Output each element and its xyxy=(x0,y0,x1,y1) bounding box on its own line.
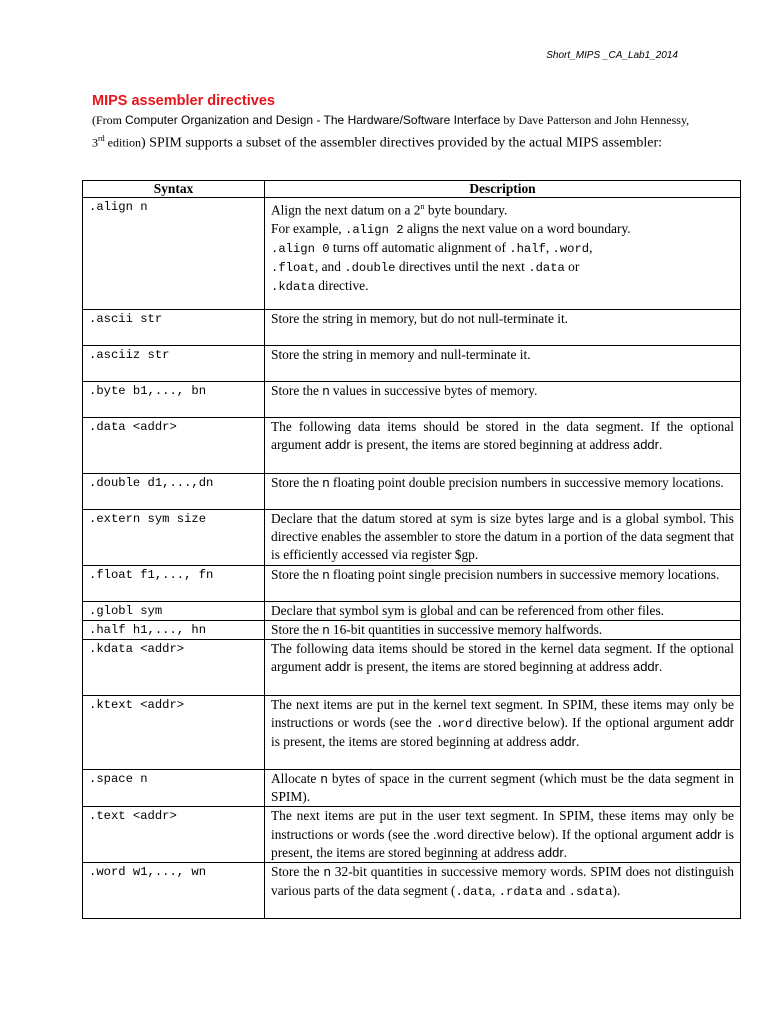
desc-variable: n xyxy=(322,475,330,490)
table-row xyxy=(83,418,741,474)
code-token: .align 0 xyxy=(271,241,330,256)
syntax-cell: .byte b1,..., bn xyxy=(83,382,265,418)
syntax-cell: .float f1,..., fn xyxy=(83,565,265,601)
syntax-cell: .half h1,..., hn xyxy=(83,620,265,639)
column-header-syntax: Syntax xyxy=(83,181,265,198)
syntax-cell: .globl sym xyxy=(83,601,265,620)
description-cell xyxy=(265,474,741,510)
intro-paragraph xyxy=(92,111,692,153)
desc-text: and xyxy=(542,882,569,898)
syntax-cell: .data <addr> xyxy=(83,418,265,474)
desc-text: . xyxy=(563,844,568,860)
code-token: .float xyxy=(271,261,315,276)
column-header-description: Description xyxy=(265,181,741,198)
syntax-cell: .asciiz str xyxy=(83,346,265,382)
desc-sup: n xyxy=(420,202,425,211)
table-row xyxy=(83,198,741,310)
desc-text: Store the xyxy=(271,621,323,637)
description-cell xyxy=(265,770,741,807)
table-row xyxy=(83,346,741,382)
table-row xyxy=(83,640,741,696)
desc-text: directive below). If the optional argument xyxy=(472,715,708,731)
desc-text: floating point double precision numbers in successive memory locations. xyxy=(329,475,724,490)
description-cell: Declare that symbol sym is global and can be referenced from other files. xyxy=(265,601,741,620)
table-row xyxy=(83,474,741,510)
desc-text: 32-bit quantities in successive memory words. SPIM does not distinguish various parts of the data segment ( xyxy=(271,864,734,898)
desc-text: directive. xyxy=(314,278,369,294)
description-cell: Declare that the datum stored at sym is size bytes large and is a global symbol. This directive enables the assembler to store the datum in a portion of the data segment that is efficiently accessed via register $gp. xyxy=(265,510,741,566)
code-token: .word xyxy=(552,241,590,256)
desc-text: is present, the items are stored beginning at address xyxy=(271,826,734,860)
syntax-cell: .word w1,..., wn xyxy=(83,863,265,919)
desc-text: . xyxy=(659,659,663,675)
desc-variable: addr xyxy=(632,437,659,453)
directives-table xyxy=(82,180,741,919)
intro-edition: edition xyxy=(104,135,141,150)
desc-text: Align the next datum on a 2 xyxy=(271,202,421,218)
desc-variable: n xyxy=(322,566,330,582)
desc-variable: addr xyxy=(324,437,351,453)
desc-text: bytes of space in the current segment (which must be the data segment in SPIM). xyxy=(271,771,734,805)
syntax-cell: .ktext <addr> xyxy=(83,696,265,770)
desc-text: The next items are put in the kernel text segment. In SPIM, these items may only be instructions or words (see the xyxy=(271,697,734,731)
desc-text: Store the xyxy=(271,383,323,398)
desc-variable: addr xyxy=(707,715,735,731)
desc-text: , xyxy=(589,239,593,255)
desc-variable: n xyxy=(320,771,328,787)
document-reference: Short_MIPS _CA_Lab1_2014 xyxy=(546,50,678,61)
desc-text: or xyxy=(564,259,580,275)
syntax-cell: .extern sym size xyxy=(83,510,265,566)
syntax-cell: .double d1,...,dn xyxy=(83,474,265,510)
syntax-cell: .align n xyxy=(83,198,265,310)
code-token: .word xyxy=(435,717,473,732)
desc-text: , xyxy=(492,882,499,898)
intro-open: (From xyxy=(92,113,125,127)
desc-variable: addr xyxy=(549,734,576,750)
table-row xyxy=(83,565,741,601)
code-token: .rdata xyxy=(498,884,543,899)
desc-text: turns off automatic alignment of xyxy=(329,239,510,255)
intro-authors: by Dave Patterson and John Hennessy, 3 xyxy=(92,113,690,150)
description-cell xyxy=(265,863,741,919)
desc-text: Store the xyxy=(271,566,323,582)
desc-variable: addr xyxy=(695,826,722,842)
desc-text: byte boundary. xyxy=(424,202,508,218)
desc-text: . xyxy=(575,734,580,750)
desc-text: ). xyxy=(612,882,621,898)
table-row xyxy=(83,510,741,566)
description-cell xyxy=(265,696,741,770)
table-row xyxy=(83,601,741,620)
desc-text: floating point single precision numbers in successive memory locations. xyxy=(329,566,720,582)
intro-rest: ) SPIM supports a subset of the assembler directives provided by the actual MIPS assembler: xyxy=(141,135,663,151)
desc-text: . xyxy=(659,437,663,453)
description-cell: Store the string in memory and null-terminate it. xyxy=(265,346,741,382)
table-row xyxy=(83,770,741,807)
table-row xyxy=(83,696,741,770)
desc-variable: n xyxy=(322,383,330,398)
desc-text: Allocate xyxy=(271,771,321,787)
description-cell xyxy=(265,198,741,310)
description-cell xyxy=(265,418,741,474)
code-token: .data xyxy=(455,884,493,899)
intro-sup: rd xyxy=(98,134,105,143)
code-token: .sdata xyxy=(568,884,613,899)
desc-variable: n xyxy=(322,621,330,637)
syntax-cell: .ascii str xyxy=(83,310,265,346)
description-cell: Store the string in memory, but do not null-terminate it. xyxy=(265,310,741,346)
desc-text: 16-bit quantities in successive memory halfwords. xyxy=(329,621,603,637)
table-row xyxy=(83,620,741,639)
description-cell xyxy=(265,807,741,863)
desc-text: values in successive bytes of memory. xyxy=(329,383,538,398)
desc-text: The following data items should be stored in the data segment. If the optional argument xyxy=(271,419,734,453)
table-row xyxy=(83,807,741,863)
desc-variable: n xyxy=(323,864,331,880)
table-row xyxy=(83,382,741,418)
description-cell xyxy=(265,565,741,601)
code-token: .data xyxy=(528,261,565,276)
description-cell xyxy=(265,382,741,418)
desc-text: , xyxy=(545,239,553,255)
desc-text: is present, the items are stored beginning at address xyxy=(350,437,633,453)
code-token: .double xyxy=(344,261,396,276)
code-token: .align 2 xyxy=(345,222,404,237)
desc-variable: addr xyxy=(324,659,351,675)
desc-text: Store the xyxy=(271,864,324,880)
desc-text: is present, the items are stored beginning at address xyxy=(271,734,550,750)
desc-text: The following data items should be stored in the kernel data segment. If the optional argument xyxy=(271,641,734,675)
desc-text: aligns the next value on a word boundary. xyxy=(403,220,631,236)
desc-text: For example, xyxy=(271,220,346,236)
section-title: MIPS assembler directives xyxy=(92,93,275,109)
code-token: .half xyxy=(509,241,546,256)
desc-text: directives until the next xyxy=(395,259,529,275)
syntax-cell: .text <addr> xyxy=(83,807,265,863)
desc-text: The next items are put in the user text segment. In SPIM, these items may only be instructions or words (see the .word directive below). If the optional argument xyxy=(271,808,734,842)
description-cell xyxy=(265,640,741,696)
table-row xyxy=(83,863,741,919)
desc-text: is present, the items are stored beginning at address xyxy=(350,659,633,675)
table-row xyxy=(83,310,741,346)
intro-book-title: Computer Organization and Design - The Hardware/Software Interface xyxy=(125,113,501,127)
description-cell xyxy=(265,620,741,639)
code-token: .kdata xyxy=(271,280,315,295)
desc-text: Store the xyxy=(271,475,323,490)
syntax-cell: .kdata <addr> xyxy=(83,640,265,696)
desc-variable: addr xyxy=(537,844,564,860)
desc-variable: addr xyxy=(632,659,659,675)
desc-text: , and xyxy=(314,259,345,275)
table-header-row xyxy=(83,181,741,198)
syntax-cell: .space n xyxy=(83,770,265,807)
